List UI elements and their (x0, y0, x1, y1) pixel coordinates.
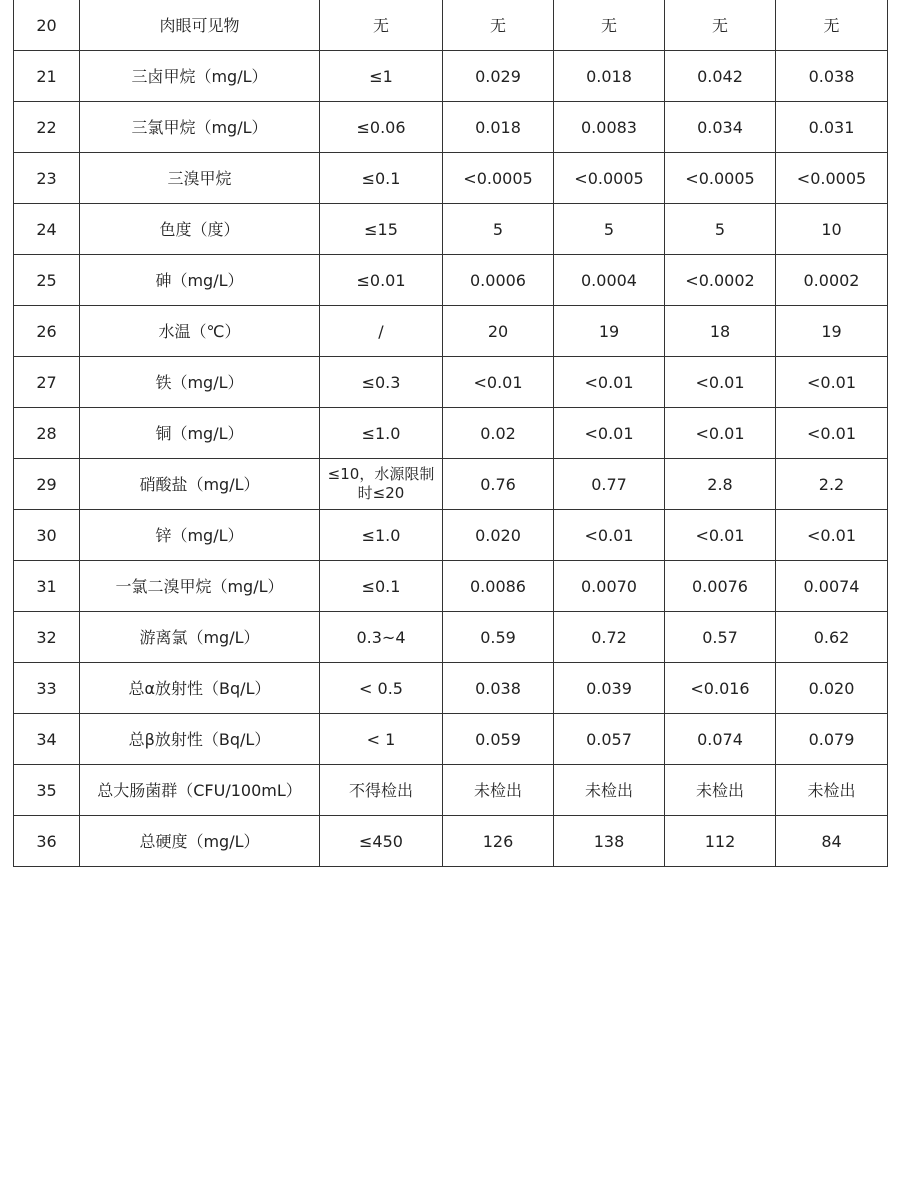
row-number-cell: 34 (14, 714, 80, 765)
sample-4-cell: 0.62 (776, 612, 888, 663)
row-number-cell: 20 (14, 0, 80, 51)
sample-2-cell: 0.0004 (554, 255, 665, 306)
table-row (14, 510, 888, 561)
standard-limit-cell: ≤0.1 (320, 561, 443, 612)
indicator-name-cell: 水温（℃） (80, 306, 320, 357)
sample-2-cell: <0.01 (554, 510, 665, 561)
table-row (14, 408, 888, 459)
indicator-name-cell: 总硬度（mg/L） (80, 816, 320, 867)
sample-1-cell: 0.018 (443, 102, 554, 153)
sample-4-cell: 0.031 (776, 102, 888, 153)
sample-4-cell: <0.01 (776, 408, 888, 459)
standard-limit-cell: < 0.5 (320, 663, 443, 714)
standard-limit-cell: ≤10，水源限制时≤20 (320, 459, 443, 510)
table-row (14, 306, 888, 357)
indicator-name-cell: 锌（mg/L） (80, 510, 320, 561)
sample-1-cell: <0.01 (443, 357, 554, 408)
standard-limit-cell: ≤0.1 (320, 153, 443, 204)
table-row (14, 714, 888, 765)
sample-4-cell: <0.01 (776, 357, 888, 408)
table-row (14, 612, 888, 663)
sample-2-cell: 0.057 (554, 714, 665, 765)
sample-3-cell: <0.0005 (665, 153, 776, 204)
sample-2-cell: 5 (554, 204, 665, 255)
row-number-cell: 21 (14, 51, 80, 102)
row-number-cell: 31 (14, 561, 80, 612)
sample-4-cell: 0.0074 (776, 561, 888, 612)
table-row (14, 357, 888, 408)
sample-3-cell: 0.57 (665, 612, 776, 663)
sample-2-cell: 19 (554, 306, 665, 357)
sample-4-cell: 无 (776, 0, 888, 51)
row-number-cell: 32 (14, 612, 80, 663)
sample-3-cell: 18 (665, 306, 776, 357)
sample-3-cell: <0.01 (665, 357, 776, 408)
sample-3-cell: 5 (665, 204, 776, 255)
standard-limit-cell: ≤0.06 (320, 102, 443, 153)
indicator-name-cell: 硝酸盐（mg/L） (80, 459, 320, 510)
row-number-cell: 27 (14, 357, 80, 408)
row-number-cell: 24 (14, 204, 80, 255)
table-row (14, 102, 888, 153)
standard-limit-cell: ≤15 (320, 204, 443, 255)
sample-4-cell: 84 (776, 816, 888, 867)
standard-limit-cell: ≤0.01 (320, 255, 443, 306)
sample-4-cell: 0.079 (776, 714, 888, 765)
sample-2-cell: <0.0005 (554, 153, 665, 204)
table-row (14, 204, 888, 255)
indicator-name-cell: 肉眼可见物 (80, 0, 320, 51)
table-row (14, 561, 888, 612)
standard-limit-cell: ≤1.0 (320, 408, 443, 459)
standard-limit-cell: 0.3~4 (320, 612, 443, 663)
sample-1-cell: 0.020 (443, 510, 554, 561)
table-row (14, 816, 888, 867)
sample-4-cell: 0.038 (776, 51, 888, 102)
table-body (14, 0, 888, 867)
sample-4-cell: 2.2 (776, 459, 888, 510)
sample-4-cell: 19 (776, 306, 888, 357)
sample-2-cell: 0.039 (554, 663, 665, 714)
sample-4-cell: 0.020 (776, 663, 888, 714)
sample-2-cell: 0.0070 (554, 561, 665, 612)
standard-limit-cell: 无 (320, 0, 443, 51)
sample-3-cell: 无 (665, 0, 776, 51)
sample-1-cell: 0.76 (443, 459, 554, 510)
table-row (14, 765, 888, 816)
table-row (14, 459, 888, 510)
row-number-cell: 35 (14, 765, 80, 816)
sample-2-cell: 无 (554, 0, 665, 51)
table-row (14, 51, 888, 102)
sample-3-cell: 0.034 (665, 102, 776, 153)
sample-3-cell: <0.016 (665, 663, 776, 714)
row-number-cell: 30 (14, 510, 80, 561)
indicator-name-cell: 一氯二溴甲烷（mg/L） (80, 561, 320, 612)
water-quality-table (13, 0, 888, 867)
sample-3-cell: <0.01 (665, 408, 776, 459)
sample-4-cell: 未检出 (776, 765, 888, 816)
sample-3-cell: 112 (665, 816, 776, 867)
indicator-name-cell: 三溴甲烷 (80, 153, 320, 204)
sample-4-cell: <0.01 (776, 510, 888, 561)
standard-limit-cell: ≤0.3 (320, 357, 443, 408)
sample-2-cell: 0.72 (554, 612, 665, 663)
row-number-cell: 26 (14, 306, 80, 357)
row-number-cell: 28 (14, 408, 80, 459)
row-number-cell: 22 (14, 102, 80, 153)
indicator-name-cell: 三卤甲烷（mg/L） (80, 51, 320, 102)
sample-2-cell: 138 (554, 816, 665, 867)
sample-2-cell: 未检出 (554, 765, 665, 816)
table-row (14, 255, 888, 306)
sample-3-cell: 0.0076 (665, 561, 776, 612)
sample-1-cell: 126 (443, 816, 554, 867)
water-quality-table-container (13, 0, 887, 867)
row-number-cell: 33 (14, 663, 80, 714)
sample-1-cell: 0.029 (443, 51, 554, 102)
indicator-name-cell: 总α放射性（Bq/L） (80, 663, 320, 714)
sample-2-cell: 0.018 (554, 51, 665, 102)
sample-1-cell: <0.0005 (443, 153, 554, 204)
sample-3-cell: <0.0002 (665, 255, 776, 306)
standard-limit-cell: ≤1.0 (320, 510, 443, 561)
row-number-cell: 25 (14, 255, 80, 306)
indicator-name-cell: 铁（mg/L） (80, 357, 320, 408)
standard-limit-cell: < 1 (320, 714, 443, 765)
sample-1-cell: 未检出 (443, 765, 554, 816)
sample-4-cell: 10 (776, 204, 888, 255)
indicator-name-cell: 总大肠菌群（CFU/100mL） (80, 765, 320, 816)
sample-3-cell: 未检出 (665, 765, 776, 816)
indicator-name-cell: 三氯甲烷（mg/L） (80, 102, 320, 153)
standard-limit-cell: ≤450 (320, 816, 443, 867)
sample-3-cell: <0.01 (665, 510, 776, 561)
sample-4-cell: 0.0002 (776, 255, 888, 306)
table-row (14, 153, 888, 204)
sample-1-cell: 0.0006 (443, 255, 554, 306)
sample-4-cell: <0.0005 (776, 153, 888, 204)
standard-limit-cell: / (320, 306, 443, 357)
table-row (14, 663, 888, 714)
sample-1-cell: 无 (443, 0, 554, 51)
row-number-cell: 23 (14, 153, 80, 204)
sample-2-cell: <0.01 (554, 357, 665, 408)
sample-1-cell: 0.059 (443, 714, 554, 765)
sample-1-cell: 0.038 (443, 663, 554, 714)
sample-3-cell: 0.074 (665, 714, 776, 765)
indicator-name-cell: 铜（mg/L） (80, 408, 320, 459)
sample-2-cell: 0.0083 (554, 102, 665, 153)
sample-2-cell: 0.77 (554, 459, 665, 510)
row-number-cell: 36 (14, 816, 80, 867)
table-row (14, 0, 888, 51)
sample-3-cell: 0.042 (665, 51, 776, 102)
sample-1-cell: 0.0086 (443, 561, 554, 612)
sample-1-cell: 0.59 (443, 612, 554, 663)
standard-limit-cell: 不得检出 (320, 765, 443, 816)
indicator-name-cell: 总β放射性（Bq/L） (80, 714, 320, 765)
sample-1-cell: 0.02 (443, 408, 554, 459)
indicator-name-cell: 游离氯（mg/L） (80, 612, 320, 663)
indicator-name-cell: 色度（度） (80, 204, 320, 255)
sample-2-cell: <0.01 (554, 408, 665, 459)
sample-1-cell: 5 (443, 204, 554, 255)
indicator-name-cell: 砷（mg/L） (80, 255, 320, 306)
sample-1-cell: 20 (443, 306, 554, 357)
standard-limit-cell: ≤1 (320, 51, 443, 102)
row-number-cell: 29 (14, 459, 80, 510)
sample-3-cell: 2.8 (665, 459, 776, 510)
